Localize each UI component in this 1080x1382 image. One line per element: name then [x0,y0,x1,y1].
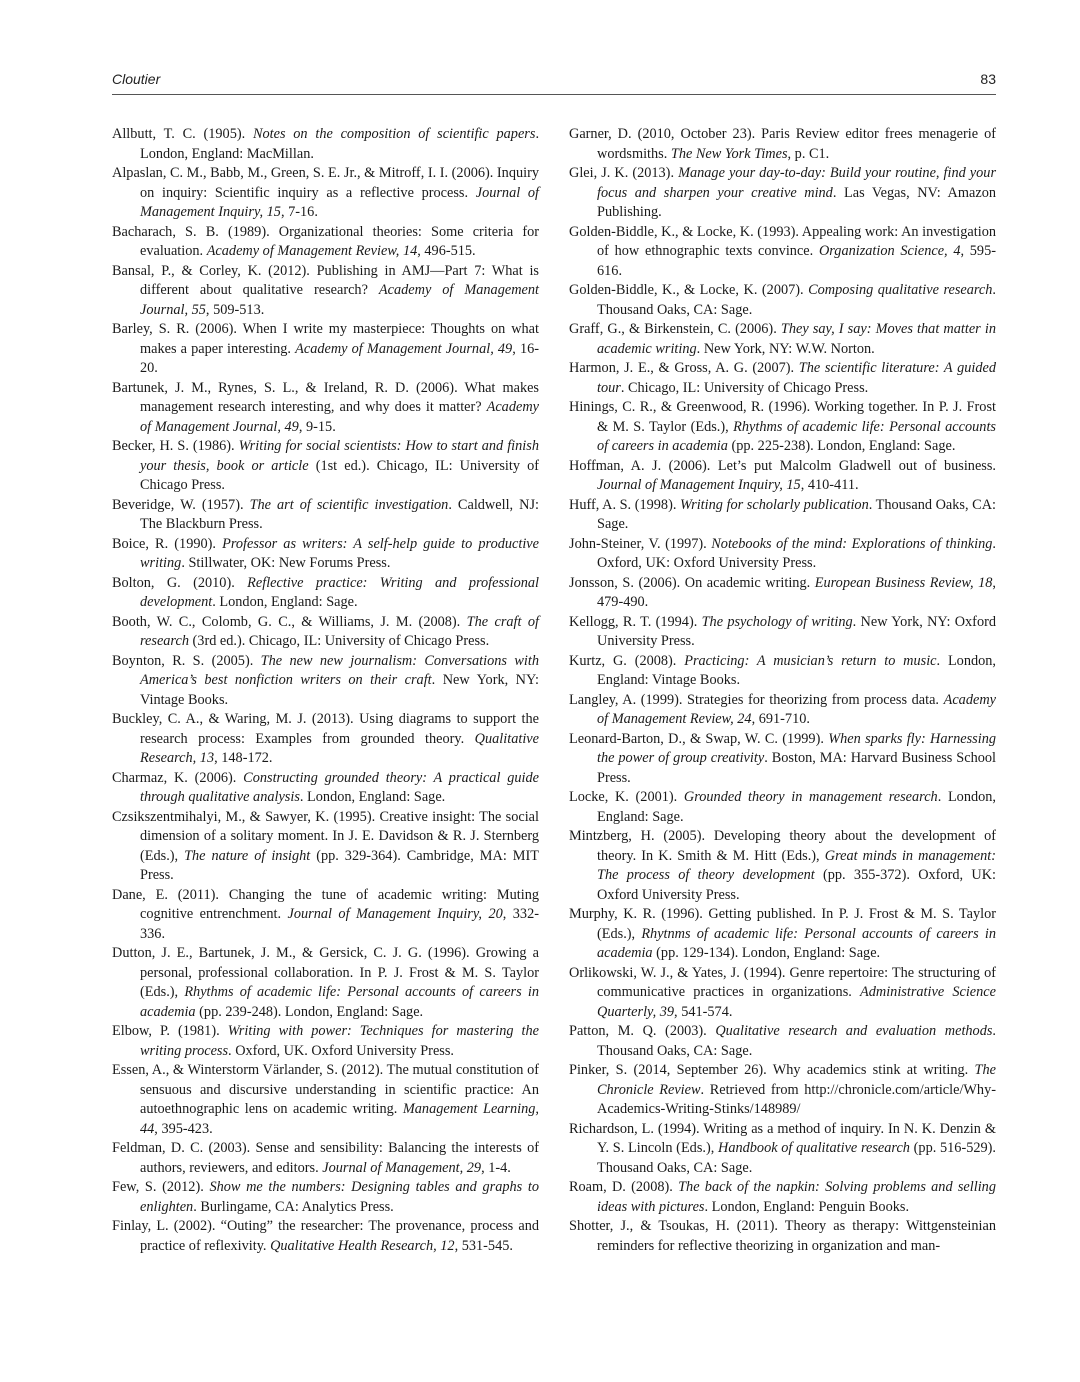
reference-text: Elbow, P. (1981). [112,1023,228,1039]
reference-entry [112,262,539,321]
reference-text: Booth, W. C., Colomb, G. C., & Williams, J. M. (2008). [112,613,467,630]
reference-details: . Las Vegas, NV: Amazon Publishing. [597,184,996,220]
reference-text: Pinker, S. (2014, September 26). Why academics stink at writing. [569,1062,975,1078]
reference-details: . Stillwater, OK: New Forums Press. [181,555,391,571]
reference-text: Becker, H. S. (1986). [112,438,239,454]
reference-text: Finlay, L. (2002). “Outing” the researcher: The provenance, process and practice of reflexivity. [112,1218,539,1254]
reference-details: . Caldwell, NJ: The Blackburn Press. [140,496,539,532]
reference-details: , p. C1. [787,145,830,162]
reference-title: Notebooks of the mind: Explorations of thinking [711,535,993,552]
reference-details: (pp. 355-372). Oxford, UK: Oxford University Press. [597,867,996,903]
reference-title: Practicing: A musician’s return to music [684,652,937,669]
reference-details: , 9-15. [298,418,336,435]
reference-entry [112,808,539,886]
reference-entry [112,125,539,164]
reference-details: , 148-172. [214,750,273,766]
running-head: Cloutier [112,71,161,87]
reference-text: Golden-Biddle, K., & Locke, K. (1993). Appealing work: An investigation of how ethnographic texts convince. [569,223,996,259]
reference-details: , 595-616. [597,243,996,279]
reference-title: Professor as writers: A self-help guide to productive writing [140,535,539,571]
reference-title: The art of scientific investigation [249,496,449,513]
reference-text: Leonard-Barton, D., & Swap, W. C. (1999). [569,730,829,747]
reference-details: . London, England: Sage. [299,789,446,805]
reference-entry [569,496,996,535]
reference-title: Qualitative Research, 13 [140,730,539,766]
reference-entry [569,398,996,457]
reference-entry [569,730,996,789]
reference-text: Graff, G., & Birkenstein, C. (2006). [569,321,781,337]
reference-text: Boice, R. (1990). [112,535,223,552]
reference-title: Great minds in management: The process of theory development [597,847,996,883]
reference-entry [569,223,996,282]
reference-title: Academy of Management Journal, 49 [140,399,539,435]
reference-text: Beveridge, W. (1957). [112,496,250,513]
reference-details: . London, England: MacMillan. [140,126,540,162]
reference-title: Grounded theory in management research [683,789,938,805]
reference-entry [112,379,539,438]
reference-text: Boynton, R. S. (2005). [112,652,261,669]
reference-entry [569,359,996,398]
reference-details: . Oxford, UK: Oxford University Press. [597,535,996,571]
page-number: 83 [980,71,996,87]
reference-title: Composing qualitative research [808,282,993,298]
reference-text: Kurtz, G. (2008). [569,652,685,669]
reference-text: Feldman, D. C. (2003). Sense and sensibility: Balancing the interests of authors, reviewers, and editors. [112,1140,539,1176]
reference-entry [569,125,996,164]
reference-details: . Burlingame, CA: Analytics Press. [193,1198,394,1215]
reference-details: . London, England: Vintage Books. [597,652,996,688]
reference-details: , 496-515. [417,243,476,259]
reference-entry [569,827,996,905]
reference-entry [569,613,996,652]
reference-details: . Thousand Oaks, CA: Sage. [597,496,996,532]
reference-entry [112,652,539,711]
reference-title: Academy of Management Review, 24 [597,691,996,727]
reference-text: John-Steiner, V. (1997). [569,535,712,552]
reference-details: . New York, NY: Vintage Books. [140,672,539,708]
reference-title: The new new journalism: Conversations with America’s best nonfiction writers on their craft [140,652,539,688]
reference-text: Mintzberg, H. (2005). Developing theory about the development of theory. In K. Smith & M. Hitt (Eds.), [569,828,996,864]
reference-details: (1st ed.). Chicago, IL: University of Chicago Press. [140,457,540,493]
reference-entry [569,691,996,730]
reference-title: European Business Review, 18 [814,574,993,591]
reference-text: Barley, S. R. (2006). When I write my masterpiece: Thoughts on what makes a paper interesting. [112,321,539,357]
reference-entry [112,1061,539,1139]
reference-entry [112,1217,539,1256]
reference-details: (pp. 239-248). London, England: Sage. [195,1003,424,1020]
reference-text: Garner, D. (2010, October 23). Paris Review editor frees menagerie of wordsmiths. [569,126,996,162]
reference-title: Writing for social scientists: How to start and finish your thesis, book or article [140,438,539,474]
reference-entry [112,164,539,223]
reference-details: (pp. 516-529). Thousand Oaks, CA: Sage. [597,1140,996,1176]
reference-details: (pp. 329-364). Cambridge, MA: MIT Press. [140,847,539,883]
reference-text: Bartunek, J. M., Rynes, S. L., & Ireland, R. D. (2006). What makes management research interesting, and why does it matter? [112,379,539,415]
reference-details: , 1-4. [481,1159,511,1176]
reference-text: Harmon, J. E., & Gross, A. G. (2007). [569,360,799,376]
reference-title: Rhytnms of academic life: Personal accounts of careers in academia [597,925,996,961]
reference-details: . London, England: Sage. [212,594,358,610]
reference-text: Langley, A. (1999). Strategies for theorizing from process data. [569,691,944,708]
reference-title: Constructing grounded theory: A practical guide through qualitative analysis [140,769,539,805]
reference-entry [569,164,996,223]
reference-entry [569,535,996,574]
reference-details: . Thousand Oaks, CA: Sage. [597,1023,996,1059]
reference-entry [569,281,996,320]
reference-text: Locke, K. (2001). [569,789,684,805]
reference-details: , 691-710. [751,711,810,727]
reference-entry [112,535,539,574]
reference-text: Jonsson, S. (2006). On academic writing. [569,574,815,591]
reference-entry [569,1217,996,1256]
reference-title: Show me the numbers: Designing tables and graphs to enlighten [140,1179,539,1215]
reference-text: Murphy, K. R. (1996). Getting published. In P. J. Frost & M. S. Taylor (Eds.), [569,906,996,942]
reference-entry [112,1022,539,1061]
references-left-column [112,125,539,1256]
reference-title: The Chronicle Review [597,1062,996,1098]
reference-entry [112,223,539,262]
reference-title: The craft of research [140,613,539,649]
reference-title: The back of the napkin: Solving problems and selling ideas with pictures [597,1179,996,1215]
reference-text: Essen, A., & Winterstorm Värlander, S. (2012). The mutual constitution of sensuous and discursive understanding in scientific practice: An autoethnographic lens on academic writing. [112,1062,539,1117]
reference-title: When sparks fly: Harnessing the power of group creativity [597,730,996,766]
reference-entry [569,574,996,613]
reference-details: , 7-16. [280,204,318,220]
reference-title: The nature of insight [184,847,311,864]
reference-entry [569,457,996,496]
reference-title: Academy of Management Review, 14 [206,243,418,259]
reference-title: Administrative Science Quarterly, 39 [597,984,996,1020]
reference-text: Bolton, G. (2010). [112,574,248,591]
reference-entry [569,788,996,827]
reference-details: . New York, NY: W.W. Norton. [696,340,875,357]
reference-entry [569,905,996,964]
reference-entry [569,1178,996,1217]
reference-title: Journal of Management, 29 [322,1159,482,1176]
reference-text: Huff, A. S. (1998). [569,496,681,513]
reference-entry [112,437,539,496]
reference-entry [112,710,539,769]
reference-details: (pp. 225-238). London, England: Sage. [727,438,956,454]
reference-details: , 531-545. [454,1237,513,1254]
reference-title: The New York Times [670,145,788,162]
reference-details: . Boston, MA: Harvard Business School Press. [597,750,996,786]
reference-text: Allbutt, T. C. (1905). [112,126,253,142]
reference-text: Kellogg, R. T. (1994). [569,613,702,630]
reference-text: Bacharach, S. B. (1989). Organizational theories: Some criteria for evaluation. [112,223,539,259]
reference-text: Czsikszentmihalyi, M., & Sawyer, K. (1995). Creative insight: The social dimension of a solitary moment. In J. E. Davidson & R. J. Sternberg (Eds.), [112,808,539,864]
reference-details: . Retrieved from http://chronicle.com/article/Why-Academics-Writing-Stinks/148989/ [597,1081,996,1117]
reference-title: Management Learning, 44 [140,1101,539,1137]
reference-title: The psychology of writing [701,613,853,630]
reference-title: The scientific literature: A guided tour [597,360,996,396]
reference-entry [569,320,996,359]
reference-details: . Chicago, IL: University of Chicago Press. [620,379,869,396]
reference-entry [112,1178,539,1217]
reference-title: Writing with power: Techniques for mastering the writing process [140,1023,540,1059]
reference-details: . London, England: Sage. [597,789,996,825]
reference-details: , 479-490. [597,574,996,610]
reference-entry [112,769,539,808]
reference-entry [112,944,539,1022]
reference-title: Journal of Management Inquiry, 20 [287,906,503,922]
reference-text: Charmaz, K. (2006). [112,769,244,786]
reference-title: Journal of Management Inquiry, 15 [597,477,801,493]
reference-text: Orlikowski, W. J., & Yates, J. (1994). Genre repertoire: The structuring of communicative practices in organizations. [569,964,996,1000]
reference-details: . Thousand Oaks, CA: Sage. [597,282,996,318]
reference-text: Richardson, L. (1994). Writing as a method of inquiry. In N. K. Denzin & Y. S. Lincoln (Eds.), [569,1120,996,1156]
reference-title: Writing for scholarly publication [680,496,869,513]
reference-text: Patton, M. Q. (2003). [569,1023,716,1039]
reference-title: Notes on the composition of scientific papers [252,126,536,142]
reference-entry [569,652,996,691]
reference-text: Bansal, P., & Corley, K. (2012). Publishing in AMJ—Part 7: What is different about qualitative research? [112,262,539,298]
reference-details: (3rd ed.). Chicago, IL: University of Chicago Press. [188,633,490,649]
reference-title: They say, I say: Moves that matter in academic writing [597,321,996,357]
reference-title: Rhythms of academic life: Personal accounts of careers in academia [140,984,539,1020]
reference-entry [569,1120,996,1179]
reference-title: Academy of Management Journal, 49 [295,340,513,357]
reference-entry [112,320,539,379]
reference-entry [112,613,539,652]
reference-text: Roam, D. (2008). [569,1179,679,1195]
reference-title: Journal of Management Inquiry, 15 [140,184,539,220]
reference-details: , 16-20. [140,340,539,376]
reference-details: (pp. 129-134). London, England: Sage. [652,945,881,961]
reference-text: Dane, E. (2011). Changing the tune of academic writing: Muting cognitive entrenchment. [112,886,539,922]
reference-text: Glei, J. K. (2013). [569,165,679,181]
reference-text: Golden-Biddle, K., & Locke, K. (2007). [569,282,809,298]
reference-details: , 541-574. [674,1003,733,1020]
reference-entry [569,964,996,1023]
reference-details: , 332-336. [140,906,539,942]
references-right-column [569,125,996,1256]
reference-entry [569,1022,996,1061]
reference-details: , 395-423. [154,1120,213,1137]
reference-details: . Oxford, UK. Oxford University Press. [228,1042,454,1059]
reference-details: . New York, NY: Oxford University Press. [597,613,996,649]
reference-title: Organization Science, 4 [818,243,961,259]
reference-text: Shotter, J., & Tsoukas, H. (2011). Theory as therapy: Wittgensteinian reminders for reflective theorizing in organization and man- [569,1218,996,1254]
reference-title: Academy of Management Journal, 55 [140,282,539,318]
reference-entry [569,1061,996,1120]
reference-title: Handbook of qualitative research [718,1140,910,1156]
reference-title: Rhythms of academic life: Personal accounts of careers in academia [597,418,996,454]
reference-title: Qualitative Health Research, 12 [270,1237,455,1254]
reference-title: Manage your day-to-day: Build your routine, find your focus and sharpen your creative mind [597,165,997,201]
reference-text: Few, S. (2012). [112,1179,210,1195]
reference-entry [112,574,539,613]
reference-entry [112,1139,539,1178]
reference-details: , 509-513. [205,301,265,318]
reference-text: Dutton, J. E., Bartunek, J. M., & Gersick, C. J. G. (1996). Growing a personal, professional collaboration. In P. J. Frost & M. S. Taylor (Eds.), [112,945,539,1000]
page-header [112,68,996,95]
reference-title: Qualitative research and evaluation methods [715,1023,993,1039]
reference-text: Hinings, C. R., & Greenwood, R. (1996). Working together. In P. J. Frost & M. S. Taylor (Eds.), [569,399,996,435]
reference-text: Buckley, C. A., & Waring, M. J. (2013). Using diagrams to support the research process: Examples from grounded theory. [112,711,539,747]
reference-title: Reflective practice: Writing and professional development [140,574,539,610]
reference-text: Hoffman, A. J. (2006). Let’s put Malcolm Gladwell out of business. [569,457,996,474]
reference-entry [112,886,539,945]
reference-details: . London, England: Penguin Books. [704,1198,910,1215]
reference-text: Alpaslan, C. M., Babb, M., Green, S. E. Jr., & Mitroff, I. I. (2006). Inquiry on inquiry: Scientific inquiry as a reflective process. [112,165,540,201]
reference-details: , 410-411. [800,477,859,493]
reference-entry [112,496,539,535]
